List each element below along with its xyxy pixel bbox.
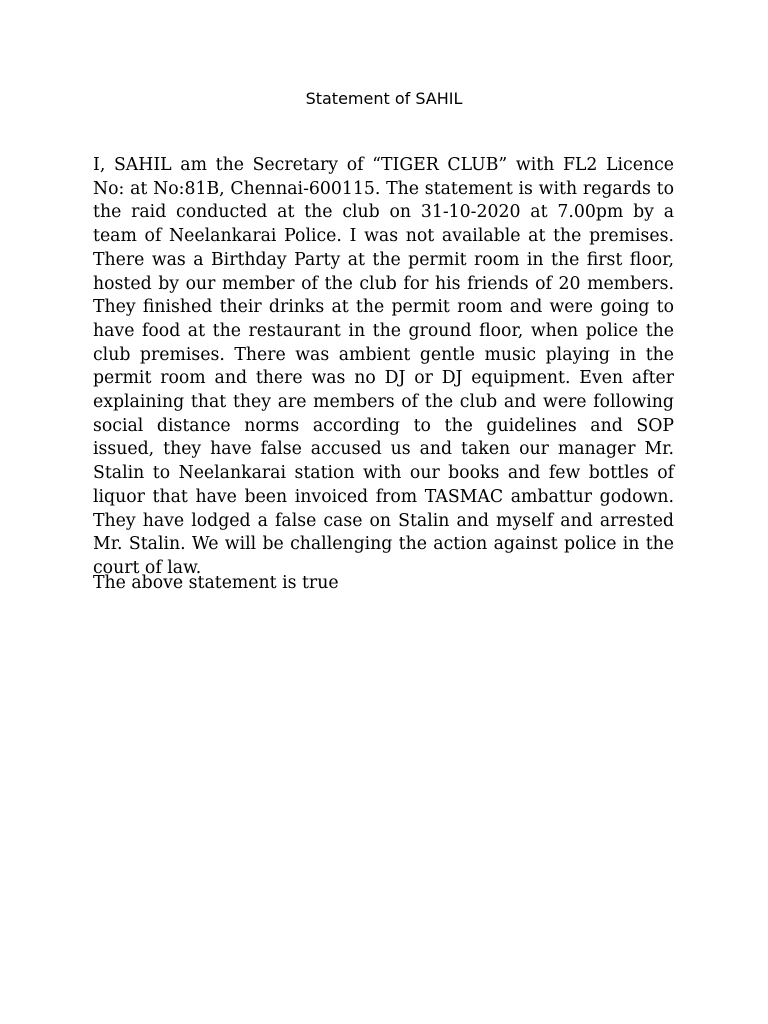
closing-paragraph: The above statement is true	[93, 573, 339, 593]
document-title: Statement of SAHIL	[305, 89, 463, 108]
statement-paragraph: I, SAHIL am the Secretary of “TIGER CLUB” with FL2 Licence No: at No:81B, Chennai-600115. The statement is with regards to the raid conducted at the club on 31-10-2020 at 7.00pm by a team of Neelankarai Police. I was not available at the premises. There was a Birthday Party at the permit room in the first floor, hosted by our member of the club for his friends of 20 members. They finished their drinks at the permit room and were going to have food at the restaurant in the ground floor, when police the club premises. There was ambient gentle music playing in the permit room and there was no DJ or DJ equipment. Even after explaining that they are members of the club and were following social distance norms according to the guidelines and SOP issued, they have false accused us and taken our manager Mr. Stalin to Neelankarai station with our books and few bottles of liquor that have been invoiced from TASMAC ambattur godown. They have lodged a false case on Stalin and myself and arrested Mr. Stalin. We will be challenging the action against police in the court of law.	[93, 155, 674, 578]
